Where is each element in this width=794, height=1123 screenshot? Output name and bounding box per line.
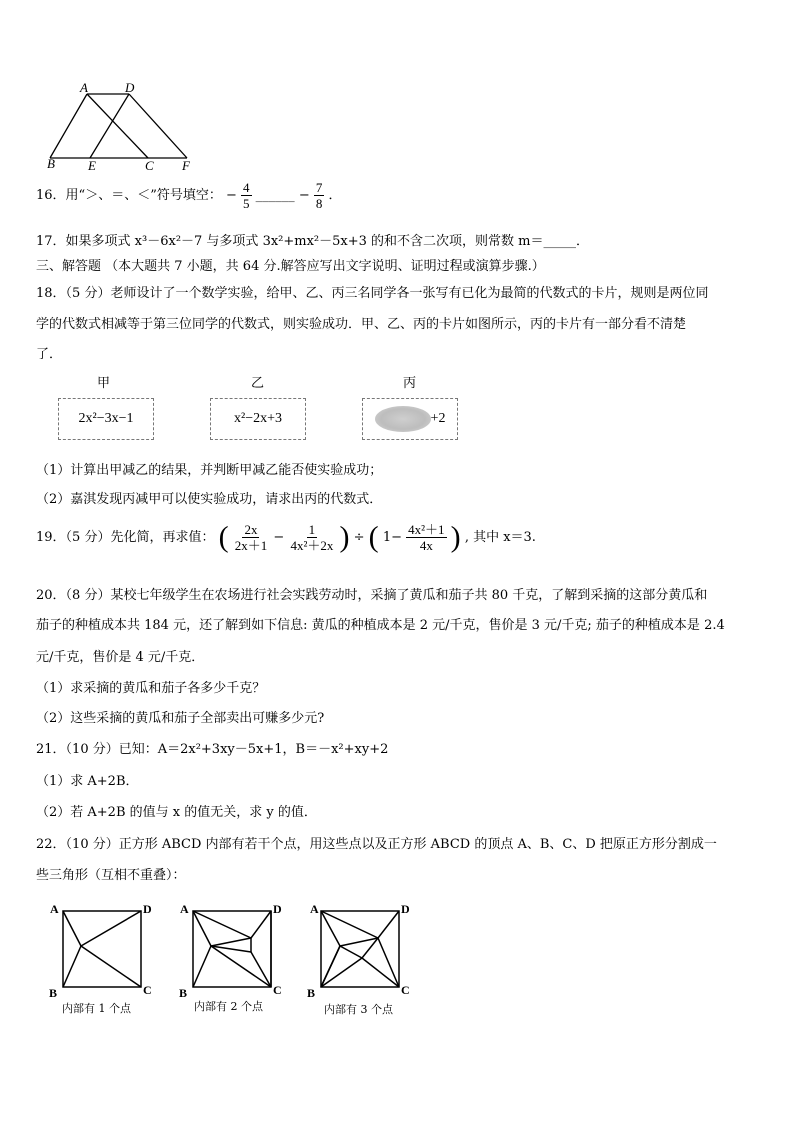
vertex-D: D: [143, 902, 152, 916]
numerator: 4x²＋1: [408, 522, 445, 537]
minus-sign: −: [298, 188, 310, 203]
fraction-1: [288, 522, 335, 553]
question-20-sub1: （1）求采摘的黄瓜和茄子各多少千克？: [36, 681, 266, 696]
question-20-line3: 元/千克，售价是 4 元/千克．: [36, 650, 205, 665]
question-21-sub2: （2）若 A+2B 的值与 x 的值无关，求 y 的值．: [36, 805, 317, 820]
vertex-B: B: [307, 986, 316, 1000]
square-figure-2: [190, 908, 280, 990]
denominator: 8: [315, 196, 323, 211]
label-B: B: [47, 156, 55, 171]
left-paren: (: [368, 520, 379, 554]
denominator: 5: [243, 196, 250, 211]
question-20-line2: 茄子的种植成本共 184 元，还了解到如下信息: 黄瓜的种植成本是 2 元/千克，售价是 3 元/千克; 茄子的种植成本是 2.4: [36, 618, 725, 633]
one-minus: 1−: [382, 530, 402, 545]
q19-suffix: , 其中 x＝3.: [464, 530, 536, 545]
square-figure-1: [60, 908, 150, 990]
denominator: 4x: [419, 538, 433, 553]
fraction-7-8: [314, 180, 325, 211]
question-21-sub1: （1）求 A+2B．: [36, 774, 139, 789]
vertex-D: D: [273, 902, 282, 916]
numerator: 2x: [244, 522, 258, 537]
card-expression: +2: [430, 411, 446, 426]
label-C: C: [145, 158, 154, 173]
question-22-line1: 22．（10 分）正方形 ABCD 内部有若干个点，用这些点以及正方形 ABCD 的顶点 A、B、C、D 把原正方形分割成一: [36, 837, 717, 852]
question-18-sub2: （2）嘉淇发现丙减甲可以使实验成功，请求出丙的代数式．: [36, 492, 383, 507]
obscured-region: [375, 406, 431, 432]
fraction-2x: [233, 522, 270, 553]
section-heading: 三、解答题 （本大题共 7 小题，共 64 分.解答应写出文字说明、证明过程或演算步骤.）: [36, 259, 545, 274]
minus-sign: −: [273, 530, 285, 545]
vertex-B: B: [179, 986, 188, 1000]
minus-sign: −: [225, 188, 237, 203]
numerator: 1: [308, 522, 316, 537]
denominator: 4x²＋2x: [290, 538, 334, 553]
question-18-sub1: （1）计算出甲减乙的结果，并判断甲减乙能否使实验成功；: [36, 463, 383, 478]
card-title-jia: 甲: [97, 376, 111, 391]
card-expression: 2x²−3x−1: [78, 411, 134, 426]
question-16: [36, 180, 342, 211]
numerator: 7: [315, 180, 323, 195]
label-D: D: [125, 80, 135, 95]
left-paren: (: [218, 520, 229, 554]
label-A: A: [80, 80, 88, 95]
question-17: 17．如果多项式 x³－6x²－7 与多项式 3x²+mx²－5x+3 的和不含二次项，则常数 m＝_____．: [36, 234, 590, 249]
denominator: 2x＋1: [234, 538, 268, 553]
question-18-line1: 18．（5 分）老师设计了一个数学实验，给甲、乙、丙三名同学各一张写有已化为最简的代数式的卡片，规则是两位同: [36, 286, 709, 301]
label-F: F: [182, 158, 190, 173]
square-figure-3: [318, 908, 408, 990]
question-21: 21．（10 分）已知：A＝2x²+3xy－5x+1，B＝－x²+xy+2: [36, 742, 389, 757]
question-18-line2: 学的代数式相减等于第三位同学的代数式，则实验成功．甲、乙、丙的卡片如图所示，丙的卡片有一部分看不清楚: [36, 317, 687, 332]
vertex-C: C: [273, 983, 282, 997]
vertex-A: A: [50, 902, 59, 916]
question-22-line2: 些三角形（互相不重叠）：: [36, 868, 186, 883]
card-yi: [210, 398, 306, 440]
question-20-sub2: （2）这些采摘的黄瓜和茄子全部卖出可赚多少元?: [36, 711, 325, 726]
question-18-line3: 了．: [36, 347, 63, 362]
vertex-C: C: [143, 983, 152, 997]
card-title-bing: 丙: [403, 376, 417, 391]
q19-prefix: 19．（5 分）先化简，再求值：: [36, 530, 215, 545]
q16-prefix: 16．用“＞、＝、＜”符号填空：: [36, 188, 222, 203]
fraction-4-5: [241, 180, 252, 211]
card-title-yi: 乙: [251, 376, 265, 391]
numerator: 4: [243, 180, 250, 195]
q16-end: ．: [328, 188, 342, 203]
right-paren: ): [450, 520, 461, 554]
caption-1: 内部有 1 个点: [62, 1002, 131, 1015]
card-jia: [58, 398, 154, 440]
question-19: [36, 522, 536, 553]
vertex-C: C: [401, 983, 410, 997]
right-paren: ): [339, 520, 350, 554]
question-20-line1: 20．（8 分）某校七年级学生在农场进行社会实践劳动时，采摘了黄瓜和茄子共 80 千克，了解到采摘的这部分黄瓜和: [36, 588, 708, 603]
divide-sign: ÷: [353, 530, 365, 545]
card-bing: [362, 398, 458, 440]
vertex-A: A: [310, 902, 319, 916]
vertex-A: A: [180, 902, 189, 916]
card-expression: x²−2x+3: [234, 411, 282, 426]
fraction-4x2: [406, 522, 446, 553]
caption-2: 内部有 2 个点: [194, 1000, 263, 1013]
caption-3: 内部有 3 个点: [324, 1003, 393, 1016]
answer-blank: ______: [255, 188, 295, 203]
vertex-D: D: [401, 902, 410, 916]
vertex-B: B: [49, 986, 58, 1000]
label-E: E: [88, 158, 96, 173]
